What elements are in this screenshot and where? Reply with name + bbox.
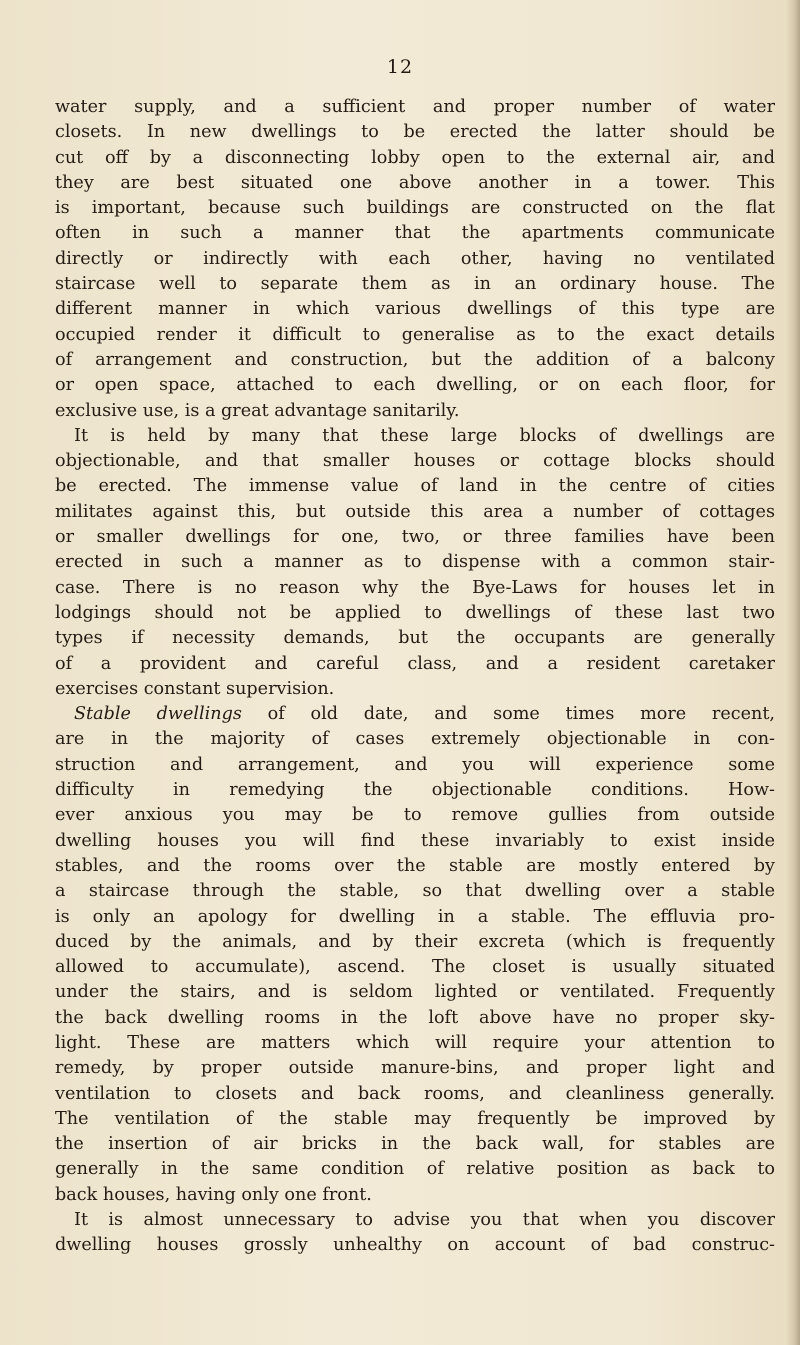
text-line: water supply, and a sufficient and proper number of water	[55, 97, 775, 117]
page-edge-shadow	[786, 0, 800, 1345]
text-line: directly or indirectly with each other, having no ventilated	[55, 248, 775, 269]
text-line-with-italic	[55, 702, 775, 727]
text-line: cut off by a disconnecting lobby open to the external air, and	[55, 147, 775, 168]
text-line: the insertion of air bricks in the back wall, for stables are	[55, 1134, 775, 1155]
text-line: objectionable, and that smaller houses or cottage blocks should	[55, 451, 775, 472]
text-line: under the stairs, and is seldom lighted or ventilated. Frequently	[55, 982, 775, 1003]
text-line: they are best situated one above another in a tower. This	[55, 172, 775, 193]
text-line: remedy, by proper outside manure-bins, and proper light and	[55, 1058, 775, 1079]
text-line: allowed to accumulate), ascend. The closet is usually situated	[55, 957, 775, 978]
text-line: often in such a manner that the apartments communicate	[55, 223, 775, 244]
text-line: erected in such a manner as to dispense with a common stair-	[55, 552, 775, 573]
text-line: a staircase through the stable, so that dwelling over a stable	[55, 881, 775, 902]
text-line: or open space, attached to each dwelling, or on each floor, for	[55, 375, 775, 396]
text-line: of a provident and careful class, and a resident caretaker	[55, 653, 775, 674]
text-line: or smaller dwellings for one, two, or three families have been	[55, 527, 775, 548]
text-line: dwelling houses grossly unhealthy on account of bad construc-	[55, 1235, 775, 1256]
text-line: is important, because such buildings are constructed on the flat	[55, 198, 775, 219]
text-line: difficulty in remedying the objectionable conditions. How-	[55, 780, 775, 801]
text-line: struction and arrangement, and you will experience some	[55, 754, 775, 775]
text-line: staircase well to separate them as in an ordinary house. The	[55, 274, 775, 295]
text-line-rest: of old date, and some times more recent,	[267, 704, 775, 725]
text-line: stables, and the rooms over the stable are mostly entered by	[55, 855, 775, 876]
text-line: lodgings should not be applied to dwellings of these last two	[55, 602, 775, 623]
body-text	[55, 95, 775, 1259]
text-line: It is almost unnecessary to advise you that when you discover	[74, 1210, 775, 1231]
text-line: is only an apology for dwelling in a stable. The effluvia pro-	[55, 906, 775, 927]
text-line: closets. In new dwellings to be erected the latter should be	[55, 122, 775, 143]
italic-heading: Stable dwellings	[74, 704, 242, 725]
text-line: are in the majority of cases extremely objectionable in con-	[55, 729, 775, 750]
text-line: The ventilation of the stable may frequently be improved by	[55, 1108, 775, 1129]
text-line: ever anxious you may be to remove gullies from outside	[55, 805, 775, 826]
text-line: occupied render it difficult to generalise as to the exact details	[55, 324, 775, 345]
text-line: It is held by many that these large blocks of dwellings are	[74, 425, 775, 446]
text-line: back houses, having only one front.	[55, 1184, 372, 1205]
text-line: types if necessity demands, but the occupants are generally	[55, 628, 775, 649]
text-line: ventilation to closets and back rooms, and cleanliness generally.	[55, 1083, 775, 1104]
page-number: 12	[386, 56, 414, 78]
text-line: be erected. The immense value of land in the centre of cities	[55, 476, 775, 497]
text-line: exercises constant supervision.	[55, 678, 335, 699]
text-line: dwelling houses you will find these invariably to exist inside	[55, 830, 775, 851]
text-line: the back dwelling rooms in the loft above have no proper sky-	[55, 1007, 775, 1028]
text-line: different manner in which various dwellings of this type are	[55, 299, 775, 320]
text-line: militates against this, but outside this area a number of cottages	[55, 501, 775, 522]
text-line: generally in the same condition of relative position as back to	[55, 1159, 775, 1180]
text-line: light. These are matters which will require your attention to	[55, 1032, 775, 1053]
text-line: exclusive use, is a great advantage sanitarily.	[55, 400, 460, 421]
text-line: of arrangement and construction, but the addition of a balcony	[55, 349, 775, 370]
text-line: duced by the animals, and by their excreta (which is frequently	[55, 931, 775, 952]
text-line: case. There is no reason why the Bye-Laws for houses let in	[55, 577, 775, 598]
